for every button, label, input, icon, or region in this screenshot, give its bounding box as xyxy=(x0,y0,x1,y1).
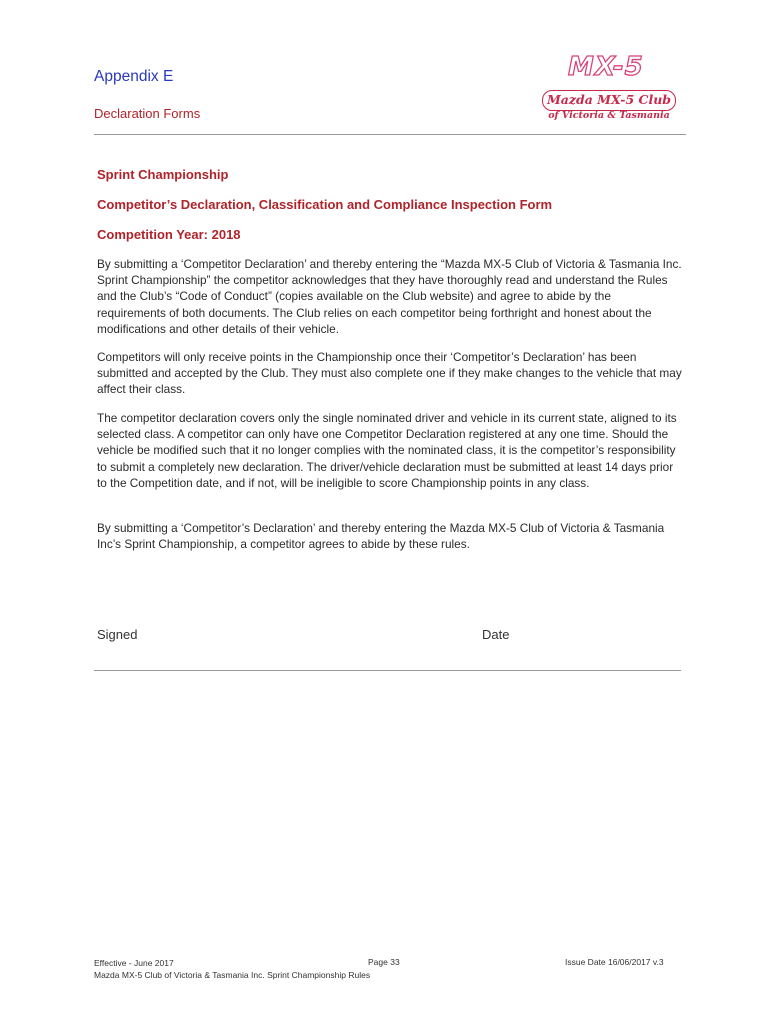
form-heading-title: Competitor’s Declaration, Classification and Compliance Inspection Form xyxy=(97,197,553,212)
paragraph-4: By submitting a ‘Competitor’s Declaration’ and thereby entering the Mazda MX-5 Club of Victoria & Tasmania Inc’s Sprint Championship, a competitor agrees to abide by these rules. xyxy=(97,521,665,552)
header-divider xyxy=(94,134,686,135)
logo-mx5-mark: MX-5 xyxy=(568,52,644,82)
paragraph-1: By submitting a ‘Competitor Declaration’ and thereby entering the “Mazda MX-5 Club of Victoria & Tasmania Inc. Sprint Championship” the competitor acknowledges that they have thoroughly read and understand the Rules and the Club’s “Code of Conduct” (copies available on the Club website) and agree to abide by the requirements of both documents. The Club relies on each competitor being forthright and honest about the modifications and other details of their vehicle. xyxy=(97,257,682,336)
footer-page-number: Page 33 xyxy=(368,957,400,967)
footer-effective: Effective - June 2017 xyxy=(94,958,174,968)
form-heading-championship: Sprint Championship xyxy=(97,167,229,182)
footer-left xyxy=(94,957,370,981)
logo-region: of Victoria & Tasmania xyxy=(548,110,670,121)
section-title: Declaration Forms xyxy=(94,106,201,121)
paragraph-2: Competitors will only receive points in the Championship once their ‘Competitor’s Declaration’ has been submitted and accepted by the Club. They must also complete one if they make changes to the vehicle that may affect their class. xyxy=(97,350,682,397)
logo-club-name: Mazda MX-5 Club xyxy=(546,92,672,107)
club-logo xyxy=(538,52,680,124)
paragraph-3: The competitor declaration covers only the single nominated driver and vehicle in its current state, aligned to its selected class. A competitor can only have one Competitor Declaration registered at any one time. Should the vehicle be modified such that it no longer complies with the nominated class, it is the competitor’s responsibility to submit a completely new declaration. The driver/vehicle declaration must be submitted at least 14 days prior to the Competition date, and if not, will be ineligible to score Championship points in any class. xyxy=(97,411,677,490)
signed-label: Signed xyxy=(97,627,138,642)
form-heading-year: Competition Year: 2018 xyxy=(97,227,241,242)
signature-line xyxy=(94,670,681,671)
footer-issue-date: Issue Date 16/06/2017 v.3 xyxy=(565,957,664,967)
appendix-title: Appendix E xyxy=(94,68,174,85)
footer-doc-title: Mazda MX-5 Club of Victoria & Tasmania Inc. Sprint Championship Rules xyxy=(94,970,371,980)
date-label: Date xyxy=(482,627,510,642)
